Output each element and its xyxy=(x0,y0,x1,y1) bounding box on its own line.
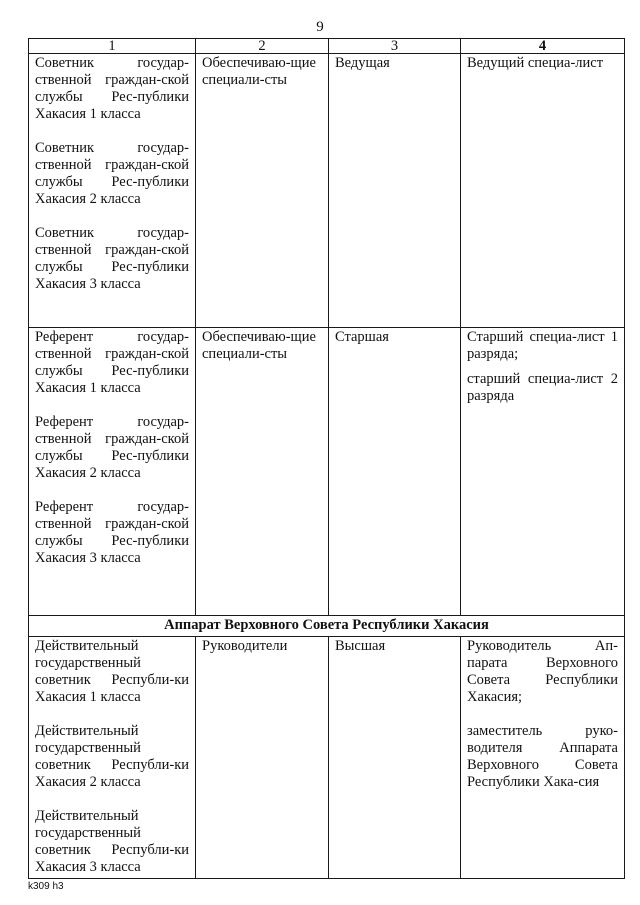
class-rank-entry: Действительный государственный советник Республи-ки Хакасия 3 класса xyxy=(35,808,189,875)
column-header-2: 2 xyxy=(196,39,329,54)
position-cell xyxy=(461,637,625,879)
category-cell: Руководители xyxy=(196,637,329,879)
class-rank-entry: Советник государ-ственной граждан-ской службы Рес-публики Хакасия 1 класса xyxy=(35,55,189,122)
table-row xyxy=(29,54,625,328)
class-rank-entry: Советник государ-ственной граждан-ской службы Рес-публики Хакасия 2 класса xyxy=(35,140,189,207)
class-rank-cell xyxy=(29,54,196,328)
column-header-1: 1 xyxy=(29,39,196,54)
column-header-4: 4 xyxy=(461,39,625,54)
group-cell: Старшая xyxy=(329,328,461,616)
class-rank-entry: Референт государ-ственной граждан-ской службы Рес-публики Хакасия 2 класса xyxy=(35,414,189,481)
position-entry: Старший специа-лист 1 разряда; xyxy=(467,329,618,362)
group-cell: Высшая xyxy=(329,637,461,879)
page-number: 9 xyxy=(316,19,324,35)
position-cell xyxy=(461,54,625,328)
position-entry: Ведущий специа-лист xyxy=(467,55,604,71)
position-entry: старший специа-лист 2 разряда xyxy=(467,371,618,404)
class-rank-entry: Советник государ-ственной граждан-ской службы Рес-публики Хакасия 3 класса xyxy=(35,225,189,292)
table-row xyxy=(29,328,625,616)
position-entry: заместитель руко-водителя Аппарата Верховного Совета Республики Хака-сия xyxy=(467,723,618,790)
class-rank-cell xyxy=(29,637,196,879)
classification-table xyxy=(28,38,625,879)
class-rank-cell xyxy=(29,328,196,616)
header-row xyxy=(29,39,625,54)
position-cell xyxy=(461,328,625,616)
class-rank-entry: Референт государ-ственной граждан-ской службы Рес-публики Хакасия 3 класса xyxy=(35,499,189,566)
class-rank-entry: Действительный государственный советник Республи-ки Хакасия 2 класса xyxy=(35,723,189,790)
class-rank-entry: Референт государ-ственной граждан-ской службы Рес-публики Хакасия 1 класса xyxy=(35,329,189,396)
table-row xyxy=(29,637,625,879)
group-cell: Ведущая xyxy=(329,54,461,328)
footer-code: k309 h3 xyxy=(28,881,64,892)
section-row xyxy=(29,616,625,637)
category-cell: Обеспечиваю-щие специали-сты xyxy=(196,328,329,616)
category-cell: Обеспечиваю-щие специали-сты xyxy=(196,54,329,328)
section-title: Аппарат Верховного Совета Республики Хакасия xyxy=(29,616,625,637)
class-rank-entry: Действительный государственный советник Республи-ки Хакасия 1 класса xyxy=(35,638,189,705)
column-header-3: 3 xyxy=(329,39,461,54)
position-entry: Руководитель Ап-парата Верховного Совета Республики Хакасия; xyxy=(467,638,618,705)
